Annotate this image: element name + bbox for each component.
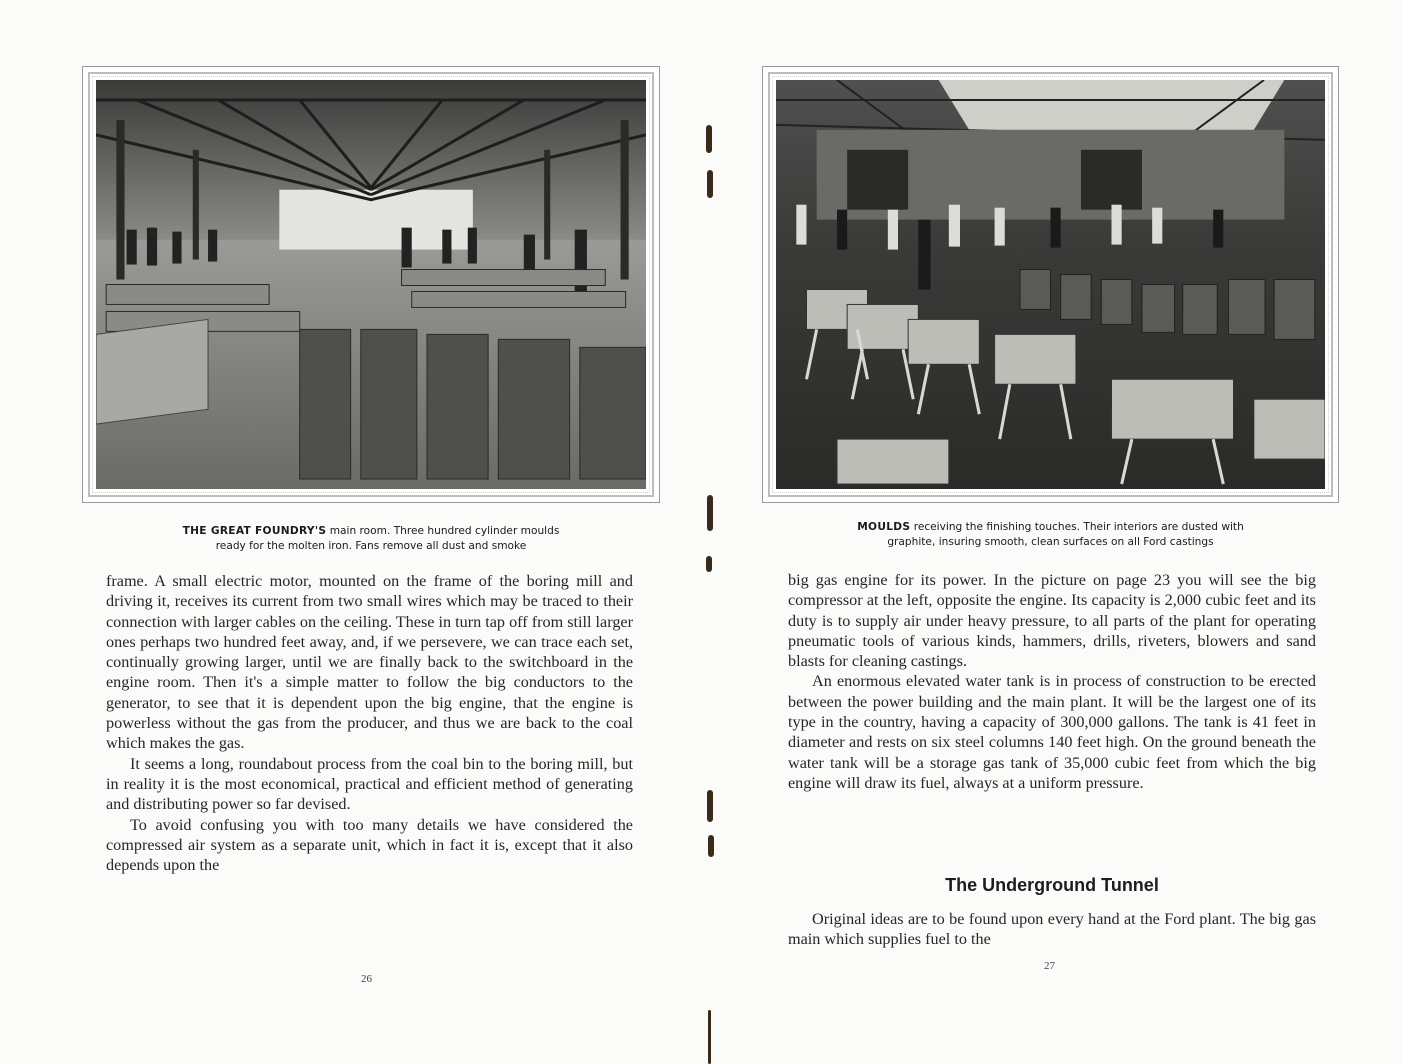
foundry-main-room-photo (96, 80, 646, 489)
left-page (0, 0, 700, 1064)
page-number: 27 (1044, 960, 1055, 972)
left-page-body (106, 571, 633, 875)
section-heading: The Underground Tunnel (945, 875, 1159, 895)
caption-text: ready for the molten iron. Fans remove all dust and smoke (215, 540, 527, 552)
section-body (788, 909, 1316, 950)
foundry-photo-caption (82, 524, 660, 554)
foundry-photo-frame (82, 66, 660, 503)
moulds-photo-caption (762, 520, 1339, 550)
body-paragraph: To avoid confusing you with too many details we have considered the compressed air system as a separate unit, which in fact it is, except that it also depends upon the (106, 815, 633, 875)
body-paragraph: Original ideas are to be found upon every hand at the Ford plant. The big gas main which supplies fuel to the (788, 910, 1316, 949)
caption-lead: MOULDS (857, 521, 911, 533)
body-paragraph: An enormous elevated water tank is in process of construction to be erected between the power building and the main plant. It will be the largest one of its type in the country, having a capacity of 300,000 gallons. The tank is 41 feet in diameter and rests on six steel columns 140 feet high. On the ground beneath the water tank will be a storage gas tank of 35,000 cubic feet from which the big engine will draw its fuel, always at a uniform pressure. (788, 672, 1316, 792)
right-page (710, 0, 1403, 1064)
moulds-finishing-photo (776, 80, 1325, 489)
page-number: 26 (361, 973, 372, 985)
right-page-body (788, 570, 1316, 793)
body-paragraph: frame. A small electric motor, mounted on the frame of the boring mill and driving it, receives its current from two small wires which may be traced to their connection with larger cables on the ceiling. These in turn tap off from still larger ones perhaps two hundred feet away, and, if we persevere, we can trace each set, continually growing larger, until we are finally back to the switchboard in the engine room. Then it's a simple matter to follow the big conductors to the generator, to see that it is dependent upon the big engine, that the engine is powerless without the gas from the producer, and thus we are back to the coal which makes the gas. (106, 572, 633, 753)
caption-text: graphite, insuring smooth, clean surfaces on all Ford castings (887, 536, 1214, 548)
body-paragraph: big gas engine for its power. In the picture on page 23 you will see the big compressor at the left, opposite the engine. Its capacity is 2,000 cubic feet and its duty is to supply air under heavy pressure, to all parts of the plant for operating pneumatic tools of various kinds, hammers, drills, riveters, blowers and sand blasts for cleaning castings. (788, 571, 1316, 671)
caption-text: receiving the finishing touches. Their interiors are dusted with (913, 521, 1244, 533)
body-paragraph: It seems a long, roundabout process from the coal bin to the boring mill, but in reality it is the most economical, practical and efficient method of generating and distributing power so far devised. (106, 754, 633, 814)
caption-lead: THE GREAT FOUNDRY'S (182, 525, 327, 537)
moulds-photo-frame (762, 66, 1339, 503)
caption-text: main room. Three hundred cylinder moulds (329, 525, 560, 537)
